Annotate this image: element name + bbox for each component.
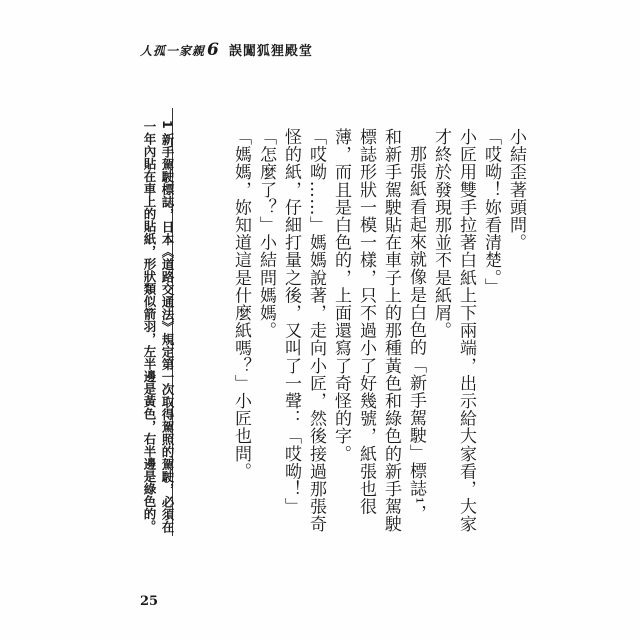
page-number: 25 (140, 594, 159, 609)
paragraph: 小匠用雙手拉著白紙上下兩端，出示給大家看，大家才終於發現那並不是紙屑。 (431, 128, 476, 533)
paragraph: 「媽媽，妳知道這是什麼紙嗎？」小匠也問。 (231, 128, 251, 480)
paragraph: 「怎麼了？」小結問媽媽。 (256, 128, 276, 340)
paragraph: 小結歪著頭問。 (506, 128, 526, 252)
series-title: 人孤一家親 (140, 44, 206, 58)
body-text (228, 128, 528, 538)
paragraph: 「哎呦……」媽媽說著，走向小匠，然後接過那張奇怪的紙，仔細打量之後，又叫了一聲：「哎呦！」 (281, 128, 326, 533)
volume-number: 6 (207, 40, 219, 60)
footnote-number: 1 (160, 120, 175, 129)
paragraph: 那張紙看起來就像是白色的「新手駕駛」標誌¹，和新手駕駛貼在車子上的那種黃色和綠色的新手駕駛標誌形狀一模一樣，只不過小了好幾號，紙張也很薄，而且是白色的，上面還寫了奇怪的字。 (331, 128, 426, 533)
footnote (140, 120, 176, 540)
running-head (140, 40, 313, 60)
footnote-text: 新手駕駛標誌，日本《道路交通法》規定第一次取得駕照的駕駛，必須在一年內貼在車上的貼紙，形狀類似箭羽，左半邊是黃色，右半邊是綠色的。 (142, 120, 175, 534)
chapter-title: 誤闖狐狸殿堂 (228, 44, 313, 59)
paragraph: 「哎呦！妳看清楚。」 (481, 128, 501, 296)
